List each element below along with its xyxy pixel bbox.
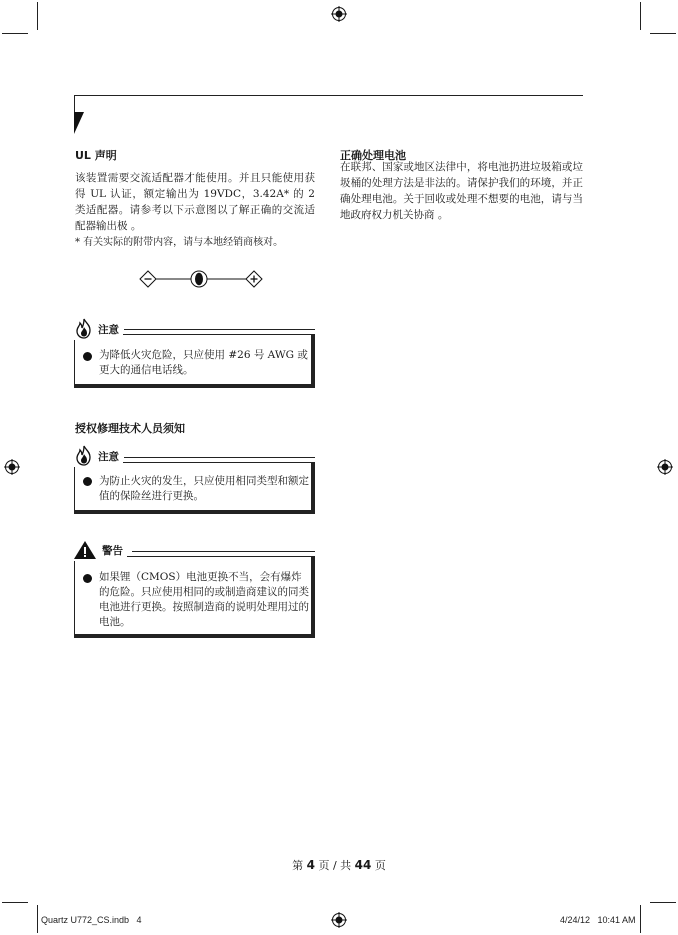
header-wedge (74, 112, 84, 134)
positive-terminal-icon (246, 271, 262, 287)
crop-mark (2, 902, 28, 903)
service-heading: 授权修理技术人员须知 (75, 422, 185, 435)
flame-icon (74, 445, 94, 467)
caution-label: 注意 (98, 323, 119, 336)
registration-mark-icon (331, 912, 347, 928)
negative-terminal-icon (140, 271, 156, 287)
registration-mark-icon (4, 459, 20, 475)
page-suffix: 页 (371, 859, 386, 872)
crop-mark (650, 902, 676, 903)
crop-mark (2, 33, 28, 34)
page-number (0, 857, 678, 873)
bullet-icon (83, 477, 92, 486)
page-prefix: 第 (292, 859, 307, 872)
caution-box (74, 334, 315, 388)
warning-title (72, 539, 127, 561)
footnote: * 有关实际的附带内容，请与本地经销商核对。 (75, 237, 284, 248)
caution-title-rule (124, 329, 315, 330)
crop-mark (37, 2, 38, 30)
polarity-diagram (138, 266, 266, 292)
warning-box (74, 556, 315, 638)
warning-label: 警告 (102, 544, 123, 557)
warning-text: 如果锂（CMOS）电池更换不当，会有爆炸的危险。只应使用相同的或制造商建议的同类电池进行更换。按照制造商的说明处理用过的电池。 (99, 571, 309, 628)
battery-paragraph: 在联邦、国家或地区法律中，将电池扔进垃圾箱或垃圾桶的处理方法是非法的。请保护我们的环境，并正确处理电池。关于回收或处理不想要的电池，请与当地政府权力机关协商 。 (340, 161, 583, 221)
header-rule (74, 95, 583, 96)
warning-title-rule (132, 551, 315, 552)
caution-title (74, 445, 123, 467)
page-total: 44 (354, 858, 372, 872)
ul-heading: UL 声明 (75, 149, 117, 162)
bullet-icon (83, 574, 92, 583)
page-middle: 页 / 共 (314, 859, 355, 872)
bullet-icon (83, 352, 92, 361)
caution-title-rule (124, 457, 315, 458)
caution-label: 注意 (98, 450, 119, 463)
ul-paragraph: 该装置需要交流适配器才能使用。并且只能使用获得 UL 认证，额定输出为 19VDC，3.42A* 的 2 类适配器。请参考以下示意图以了解正确的交流适配器输出极 。 (75, 172, 315, 232)
center-pin-icon (191, 271, 207, 287)
crop-mark (37, 905, 38, 933)
registration-mark-icon (331, 6, 347, 22)
flame-icon (74, 318, 94, 340)
page-current: 4 (306, 858, 315, 872)
crop-mark (640, 905, 641, 933)
caution-text: 为防止火灾的发生，只应使用相同类型和额定值的保险丝进行更换。 (99, 475, 309, 502)
caution-box (74, 462, 315, 514)
slug-datetime: 4/24/12 10:41 AM (560, 915, 636, 925)
crop-mark (650, 33, 676, 34)
slug-filename: Quartz U772_CS.indb 4 (41, 915, 142, 925)
registration-mark-icon (657, 459, 673, 475)
crop-mark (640, 2, 641, 30)
battery-heading: 正确处理电池 (340, 149, 406, 162)
caution-text: 为降低火灾危险，只应使用 #26 号 AWG 或更大的通信电话线。 (99, 349, 308, 376)
warning-triangle-icon (72, 539, 98, 561)
caution-title (74, 318, 123, 340)
